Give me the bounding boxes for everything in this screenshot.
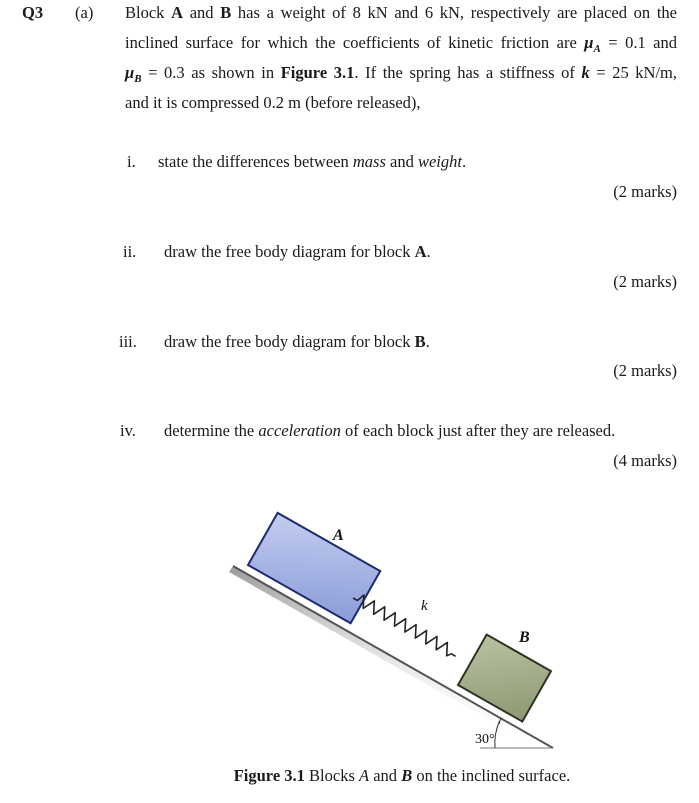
roman-numeral: iii. xyxy=(119,332,137,351)
label-a: A xyxy=(333,527,344,544)
intro-line-2: inclined surface for which the coefficients of kinetic friction are $\mu_A = 0.1$ and xyxy=(125,33,677,55)
intro-line-1: Block A and B has a weight of 8 kN and 6 kN, respectively are placed on the xyxy=(125,3,677,22)
intro-line-3: $\mu_B = 0.3$ as shown in Figure 3.1. If the spring has a stiffness of k = 25 kN/m, xyxy=(125,63,678,85)
sub-question-text: draw the free body diagram for block B. xyxy=(164,332,430,351)
roman-numeral: i. xyxy=(127,152,136,171)
marks-label: (4 marks) xyxy=(613,451,677,470)
inclined-plane-figure xyxy=(225,510,565,760)
angle-label: 30° xyxy=(475,732,495,747)
question-part: (a) xyxy=(75,3,94,22)
block-a xyxy=(248,513,380,623)
marks-label: (2 marks) xyxy=(613,182,677,201)
sub-question-text: state the differences between mass and weight. xyxy=(158,152,467,171)
roman-numeral: iv. xyxy=(120,421,136,440)
sub-question-text: determine the acceleration of each block just after they are released. xyxy=(164,421,616,440)
question-number: Q3 xyxy=(22,3,44,22)
label-b: B xyxy=(519,629,530,646)
label-k: k xyxy=(421,598,428,614)
intro-line-4: and it is compressed 0.2 m (before released), xyxy=(125,93,421,112)
roman-numeral: ii. xyxy=(123,242,137,261)
figure-caption: Figure 3.1 Blocks A and B on the inclined surface. xyxy=(233,766,571,785)
sub-question-text: draw the free body diagram for block A. xyxy=(164,242,431,261)
marks-label: (2 marks) xyxy=(613,272,677,291)
marks-label: (2 marks) xyxy=(613,361,677,380)
